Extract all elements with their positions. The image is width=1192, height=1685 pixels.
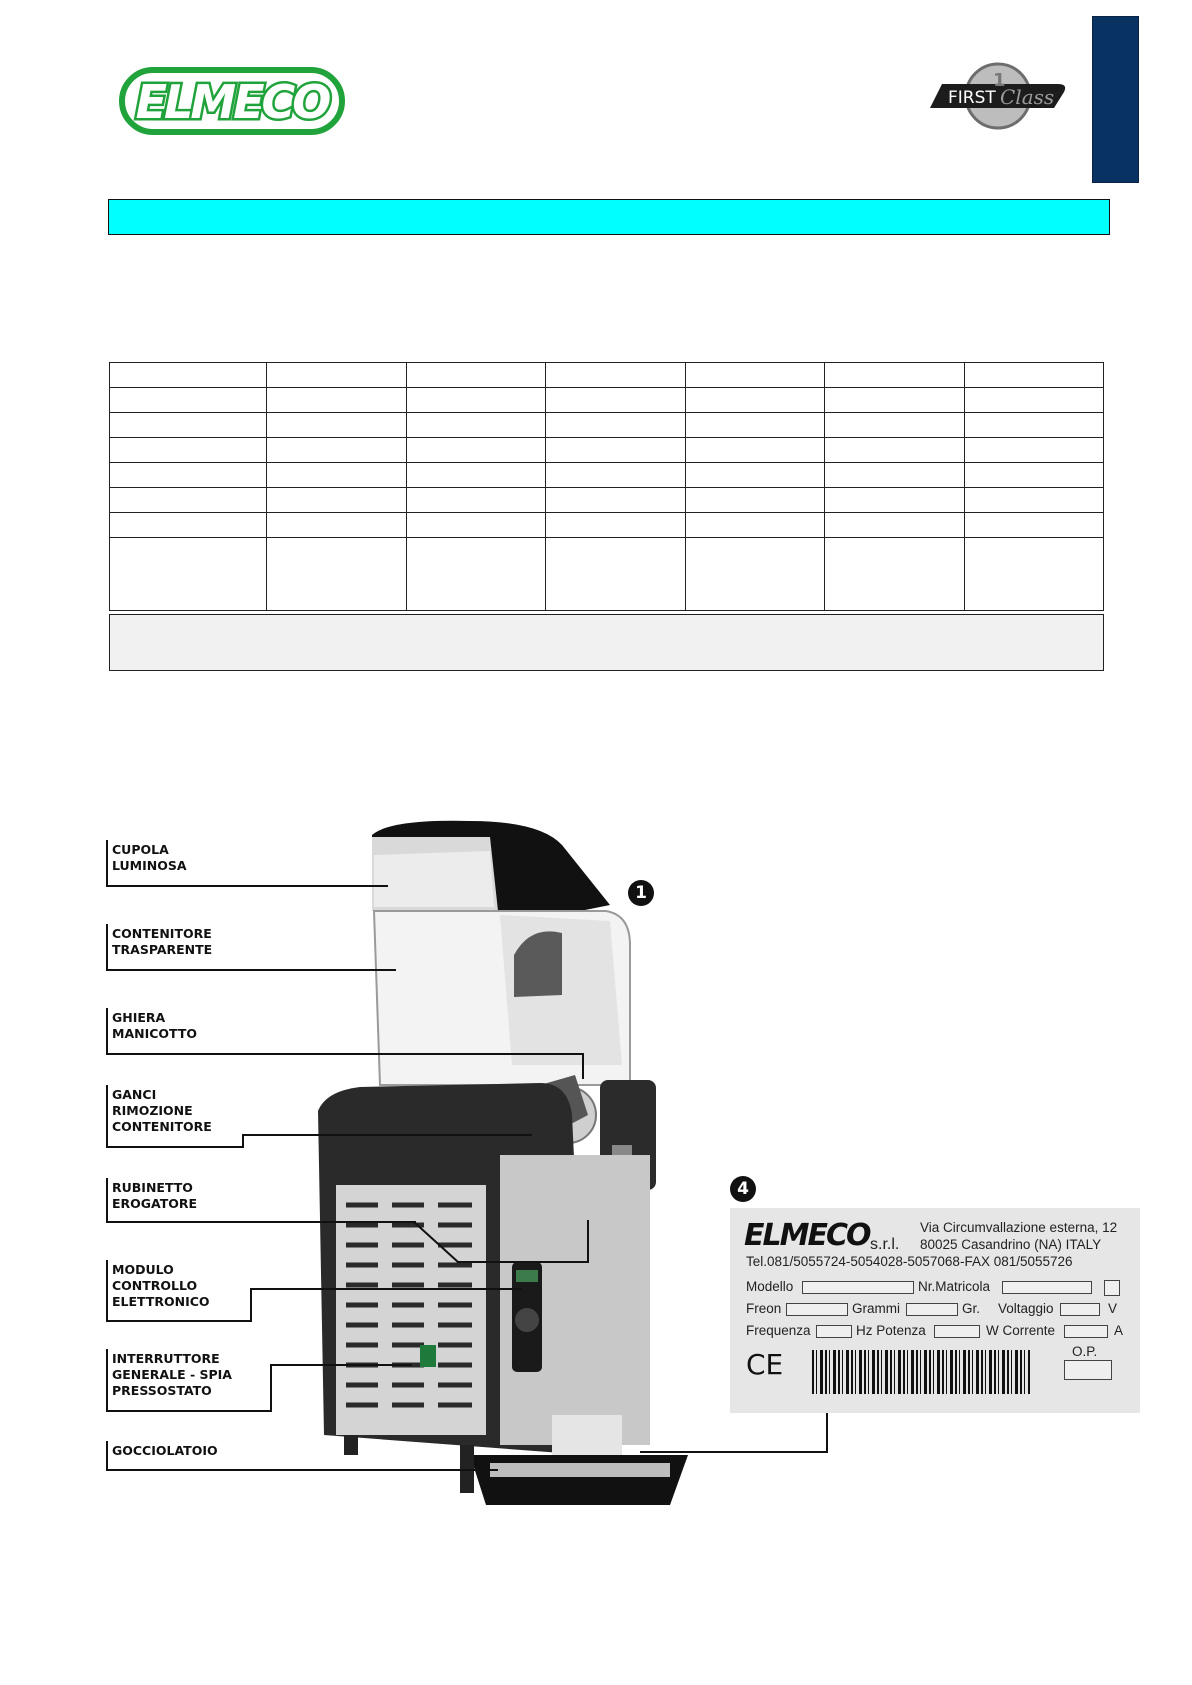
ce-mark: CE: [746, 1348, 784, 1381]
label-hz-potenza: Hz Potenza: [856, 1323, 926, 1338]
leader-line: [826, 1413, 828, 1453]
callout-line: RIMOZIONE: [112, 1103, 193, 1118]
callout-line: CONTROLLO: [112, 1278, 198, 1293]
callout-line: GHIERA: [112, 1010, 166, 1025]
first-class-badge: [928, 62, 1068, 130]
side-tab: [1092, 16, 1139, 183]
leader-line: [250, 1288, 252, 1322]
label-v: V: [1108, 1301, 1118, 1316]
leader-line: [106, 1469, 498, 1471]
plate-phone: Tel.081/5055724-5054028-5057068-FAX 081/5055726: [746, 1254, 1073, 1269]
field-potenza: [934, 1325, 980, 1338]
field-corrente: [1064, 1325, 1108, 1338]
leader-line: [106, 1441, 108, 1471]
callout-line: GANCI: [112, 1087, 157, 1102]
label-matricola: Nr.Matricola: [918, 1279, 991, 1294]
field-voltaggio: [1060, 1303, 1100, 1316]
callout-line: CUPOLA: [112, 842, 169, 857]
label-a: A: [1114, 1323, 1124, 1338]
leader-line: [106, 1085, 108, 1148]
callout-line: RUBINETTO: [112, 1180, 193, 1195]
leader-line: [106, 1008, 108, 1055]
leader-line: [106, 1053, 584, 1055]
leader-line: [242, 1134, 244, 1148]
callout-contenitore: [112, 926, 212, 958]
leader-line: [250, 1288, 522, 1290]
label-grammi: Grammi: [852, 1301, 900, 1316]
table-row: [110, 363, 1104, 388]
leader-line: [640, 1451, 828, 1453]
callout-line: INTERRUTTORE: [112, 1351, 220, 1366]
plate-suffix: s.r.l.: [870, 1236, 900, 1253]
barcode: [812, 1350, 1030, 1394]
leader-line: [106, 885, 388, 887]
field-grammi: [906, 1303, 958, 1316]
table-row: [110, 438, 1104, 463]
field-op: [1064, 1360, 1112, 1380]
callout-rubinetto: [112, 1180, 197, 1212]
title-band: [108, 199, 1110, 235]
leader-line: [106, 1410, 272, 1412]
table-row: [110, 488, 1104, 513]
leader-line: [106, 1320, 252, 1322]
leader-line: [582, 1053, 584, 1079]
callout-line: MANICOTTO: [112, 1026, 197, 1041]
callout-modulo: [112, 1262, 210, 1310]
leader-line: [106, 969, 396, 971]
spec-table: [109, 362, 1104, 611]
field-check: [1104, 1280, 1120, 1296]
label-voltaggio: Voltaggio: [998, 1301, 1054, 1316]
marker-1: 1: [628, 880, 654, 906]
label-w-corrente: W Corrente: [986, 1323, 1056, 1338]
leader-line: [106, 924, 108, 971]
leader-line: [270, 1364, 412, 1366]
callout-line: GOCCIOLATOIO: [112, 1443, 218, 1458]
table-row: [110, 463, 1104, 488]
callout-line: CONTENITORE: [112, 1119, 212, 1134]
callout-line: GENERALE - SPIA: [112, 1367, 232, 1382]
callout-line: EROGATORE: [112, 1196, 198, 1211]
callout-line: ELETTRONICO: [112, 1294, 210, 1309]
leader-line: [270, 1364, 272, 1412]
badge-class: Class: [1000, 85, 1055, 109]
leader-line: [106, 1178, 108, 1223]
callout-line: PRESSOSTATO: [112, 1383, 212, 1398]
leader-line: [106, 1349, 108, 1412]
badge-number: 1: [993, 70, 1006, 91]
callout-interruttore: [112, 1351, 232, 1399]
leader-line: [106, 1221, 416, 1223]
label-frequenza: Frequenza: [746, 1323, 811, 1338]
plate-address1: Via Circumvallazione esterna, 12: [920, 1220, 1118, 1235]
marker-4: 4: [730, 1176, 756, 1202]
callout-ghiera: [112, 1010, 197, 1042]
label-modello: Modello: [746, 1279, 794, 1294]
notes-box: [109, 614, 1104, 671]
field-freon: [786, 1303, 848, 1316]
plate-brand: ELMECO: [744, 1218, 870, 1253]
label-op: O.P.: [1072, 1344, 1098, 1359]
logo-text: ELMECO: [135, 75, 329, 129]
leader-line: [410, 1218, 590, 1268]
table-row: [110, 413, 1104, 438]
callout-line: CONTENITORE: [112, 926, 212, 941]
field-modello: [802, 1281, 914, 1294]
callout-cupola: [112, 842, 187, 874]
badge-first: FIRST: [948, 88, 996, 108]
rating-plate: [730, 1208, 1140, 1413]
field-matricola: [1002, 1281, 1092, 1294]
plate-address2: 80025 Casandrino (NA) ITALY: [920, 1237, 1102, 1252]
leader-line: [106, 840, 108, 887]
field-frequenza: [816, 1325, 852, 1338]
table-row: [110, 513, 1104, 538]
label-freon: Freon: [746, 1301, 782, 1316]
leader-line: [242, 1134, 532, 1136]
label-gr: Gr.: [962, 1301, 981, 1316]
callout-line: TRASPARENTE: [112, 942, 213, 957]
callout-gocciolatoio: [112, 1443, 218, 1459]
leader-line: [106, 1260, 108, 1322]
elmeco-logo: [118, 66, 346, 132]
table-row: [110, 538, 1104, 611]
table-row: [110, 388, 1104, 413]
leader-line: [106, 1146, 244, 1148]
callout-line: LUMINOSA: [112, 858, 187, 873]
callout-ganci: [112, 1087, 212, 1135]
callout-line: MODULO: [112, 1262, 174, 1277]
granita-machine-illustration: [300, 815, 700, 1515]
